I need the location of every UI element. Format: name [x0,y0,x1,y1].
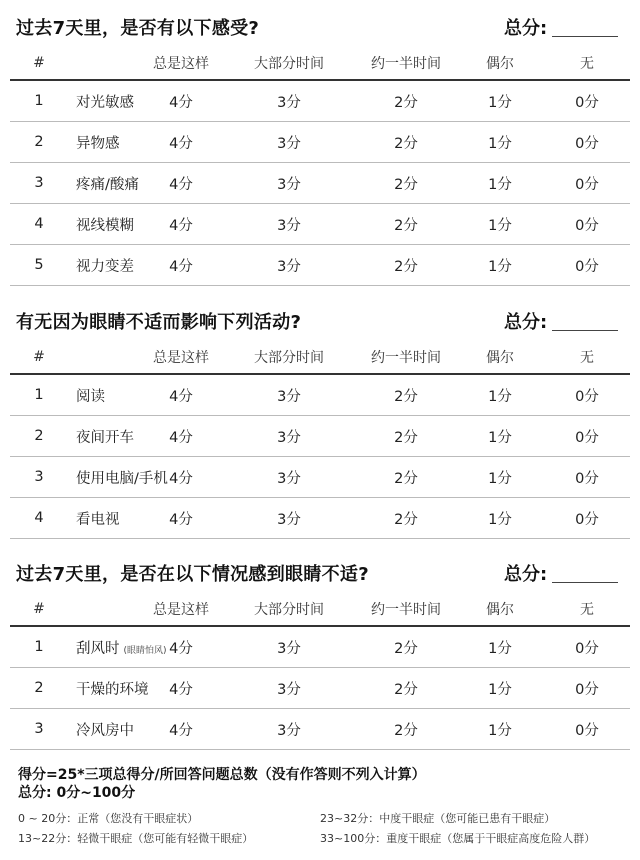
row-item-label: 冷风房中 [76,722,134,739]
legend-mild: 13~22分：轻微干眼症（您可能有轻微干眼症） [18,832,254,845]
row-number: 4 [10,498,68,539]
row-item-label: 异物感 [76,135,120,152]
row-item [68,204,140,245]
score-half[interactable]: 2分 [356,416,456,457]
col-number-header: # [10,340,68,374]
score-formula: 得分=25*三项总得分/所回答问题总数（没有作答则不列入计算） [18,767,426,783]
score-always[interactable]: 4分 [140,626,222,668]
row-item-label: 对光敏感 [76,94,134,111]
section-1 [0,6,640,286]
col-never-header: 无 [544,46,630,80]
score-mostly[interactable]: 3分 [222,668,356,709]
score-half[interactable]: 2分 [356,163,456,204]
row-item [68,80,140,122]
col-never-header: 无 [544,592,630,626]
score-half[interactable]: 2分 [356,498,456,539]
col-always-header: 总是这样 [140,592,222,626]
score-always[interactable]: 4分 [140,163,222,204]
section-2 [0,300,640,539]
score-half[interactable]: 2分 [356,122,456,163]
score-sometimes[interactable]: 1分 [456,668,544,709]
row-item-label: 夜间开车 [76,429,134,446]
col-half-header: 约一半时间 [356,340,456,374]
legend-normal: 0 ~ 20分：正常（您没有干眼症状） [18,812,199,825]
table-row [10,204,630,245]
score-half[interactable]: 2分 [356,204,456,245]
score-never[interactable]: 0分 [544,457,630,498]
score-never[interactable]: 0分 [544,626,630,668]
score-sometimes[interactable]: 1分 [456,374,544,416]
row-number: 1 [10,626,68,668]
score-never[interactable]: 0分 [544,374,630,416]
legend-severe: 33~100分：重度干眼症（您属于干眼症高度危险人群） [320,832,596,845]
score-never[interactable]: 0分 [544,498,630,539]
row-item-label: 刮风时 [76,640,120,657]
section-2-header [0,300,640,340]
row-item [68,163,140,204]
row-item-label: 疼痛/酸痛 [76,176,139,193]
col-number-header: # [10,592,68,626]
score-never[interactable]: 0分 [544,163,630,204]
table-row [10,163,630,204]
score-always[interactable]: 4分 [140,416,222,457]
score-mostly[interactable]: 3分 [222,416,356,457]
section-3-table [10,592,630,750]
score-always[interactable]: 4分 [140,80,222,122]
score-mostly[interactable]: 3分 [222,80,356,122]
section-1-total-blank[interactable] [552,36,618,37]
score-always[interactable]: 4分 [140,709,222,750]
row-item-label: 看电视 [76,511,120,528]
row-number: 5 [10,245,68,286]
section-3-total-label: 总分: [504,564,548,585]
section-3 [0,552,640,750]
row-item-label: 视线模糊 [76,217,134,234]
row-item-note: (眼睛怕风) [123,645,167,656]
score-half[interactable]: 2分 [356,668,456,709]
table-row [10,709,630,750]
col-never-header: 无 [544,340,630,374]
section-1-total-label: 总分: [504,18,548,39]
col-always-header: 总是这样 [140,46,222,80]
score-always[interactable]: 4分 [140,204,222,245]
table-row [10,245,630,286]
score-mostly[interactable]: 3分 [222,204,356,245]
row-item-label: 阅读 [76,388,105,405]
col-mostly-header: 大部分时间 [222,46,356,80]
score-always[interactable]: 4分 [140,374,222,416]
score-sometimes[interactable]: 1分 [456,245,544,286]
table-row [10,122,630,163]
row-number: 2 [10,668,68,709]
score-half[interactable]: 2分 [356,626,456,668]
row-number: 2 [10,416,68,457]
score-always[interactable]: 4分 [140,457,222,498]
section-1-title: 过去7天里，是否有以下感受? [16,18,260,39]
table-row [10,668,630,709]
score-sometimes[interactable]: 1分 [456,204,544,245]
score-range: 总分: 0分~100分 [18,785,136,801]
row-item [68,245,140,286]
score-half[interactable]: 2分 [356,374,456,416]
score-mostly[interactable]: 3分 [222,245,356,286]
score-half[interactable]: 2分 [356,245,456,286]
score-never[interactable]: 0分 [544,80,630,122]
col-half-header: 约一半时间 [356,592,456,626]
score-always[interactable]: 4分 [140,122,222,163]
row-number: 3 [10,163,68,204]
table-row [10,80,630,122]
score-sometimes[interactable]: 1分 [456,416,544,457]
score-mostly[interactable]: 3分 [222,163,356,204]
table-header-row [10,340,630,374]
score-sometimes[interactable]: 1分 [456,457,544,498]
row-number: 1 [10,80,68,122]
score-mostly[interactable]: 3分 [222,498,356,539]
row-item-label: 视力变差 [76,258,134,275]
score-half[interactable]: 2分 [356,457,456,498]
score-sometimes[interactable]: 1分 [456,80,544,122]
section-1-table [10,46,630,286]
row-item [68,122,140,163]
row-item-label: 干燥的环境 [76,681,149,698]
table-row [10,626,630,668]
col-sometimes-header: 偶尔 [456,592,544,626]
score-never[interactable]: 0分 [544,122,630,163]
row-number: 2 [10,122,68,163]
col-number-header: # [10,46,68,80]
row-item [68,626,167,668]
legend-moderate: 23~32分：中度干眼症（您可能已患有干眼症） [320,812,556,825]
scoring-footer [18,766,628,860]
score-never[interactable]: 0分 [544,245,630,286]
col-half-header: 约一半时间 [356,46,456,80]
row-item [68,498,140,539]
section-3-total-blank[interactable] [552,582,618,583]
score-sometimes[interactable]: 1分 [456,498,544,539]
table-row [10,416,630,457]
row-item [68,457,168,498]
score-mostly[interactable]: 3分 [222,457,356,498]
score-mostly[interactable]: 3分 [222,626,356,668]
section-2-total-label: 总分: [504,312,548,333]
score-mostly[interactable]: 3分 [222,709,356,750]
score-never[interactable]: 0分 [544,709,630,750]
score-mostly[interactable]: 3分 [222,374,356,416]
score-never[interactable]: 0分 [544,204,630,245]
row-number: 4 [10,204,68,245]
section-3-header [0,552,640,592]
score-always[interactable]: 4分 [140,498,222,539]
section-1-header [0,6,640,46]
table-row [10,457,630,498]
score-half[interactable]: 2分 [356,709,456,750]
row-item-label: 使用电脑/手机 [76,470,168,487]
col-always-header: 总是这样 [140,340,222,374]
score-sometimes[interactable]: 1分 [456,163,544,204]
score-mostly[interactable]: 3分 [222,122,356,163]
score-sometimes[interactable]: 1分 [456,626,544,668]
col-sometimes-header: 偶尔 [456,46,544,80]
score-half[interactable]: 2分 [356,80,456,122]
row-item [68,374,140,416]
score-sometimes[interactable]: 1分 [456,122,544,163]
score-legend [18,810,628,860]
row-number: 3 [10,709,68,750]
row-number: 3 [10,457,68,498]
col-mostly-header: 大部分时间 [222,340,356,374]
row-number: 1 [10,374,68,416]
table-row [10,374,630,416]
section-3-title: 过去7天里，是否在以下情况感到眼睛不适? [16,564,369,585]
section-2-table [10,340,630,539]
score-always[interactable]: 4分 [140,668,222,709]
col-mostly-header: 大部分时间 [222,592,356,626]
table-header-row [10,46,630,80]
row-item [68,709,140,750]
table-row [10,498,630,539]
col-sometimes-header: 偶尔 [456,340,544,374]
row-item [68,668,149,709]
section-2-total-blank[interactable] [552,330,618,331]
score-sometimes[interactable]: 1分 [456,709,544,750]
section-2-title: 有无因为眼睛不适而影响下列活动? [16,312,302,333]
score-never[interactable]: 0分 [544,416,630,457]
score-always[interactable]: 4分 [140,245,222,286]
row-item [68,416,140,457]
table-header-row [10,592,630,626]
score-never[interactable]: 0分 [544,668,630,709]
